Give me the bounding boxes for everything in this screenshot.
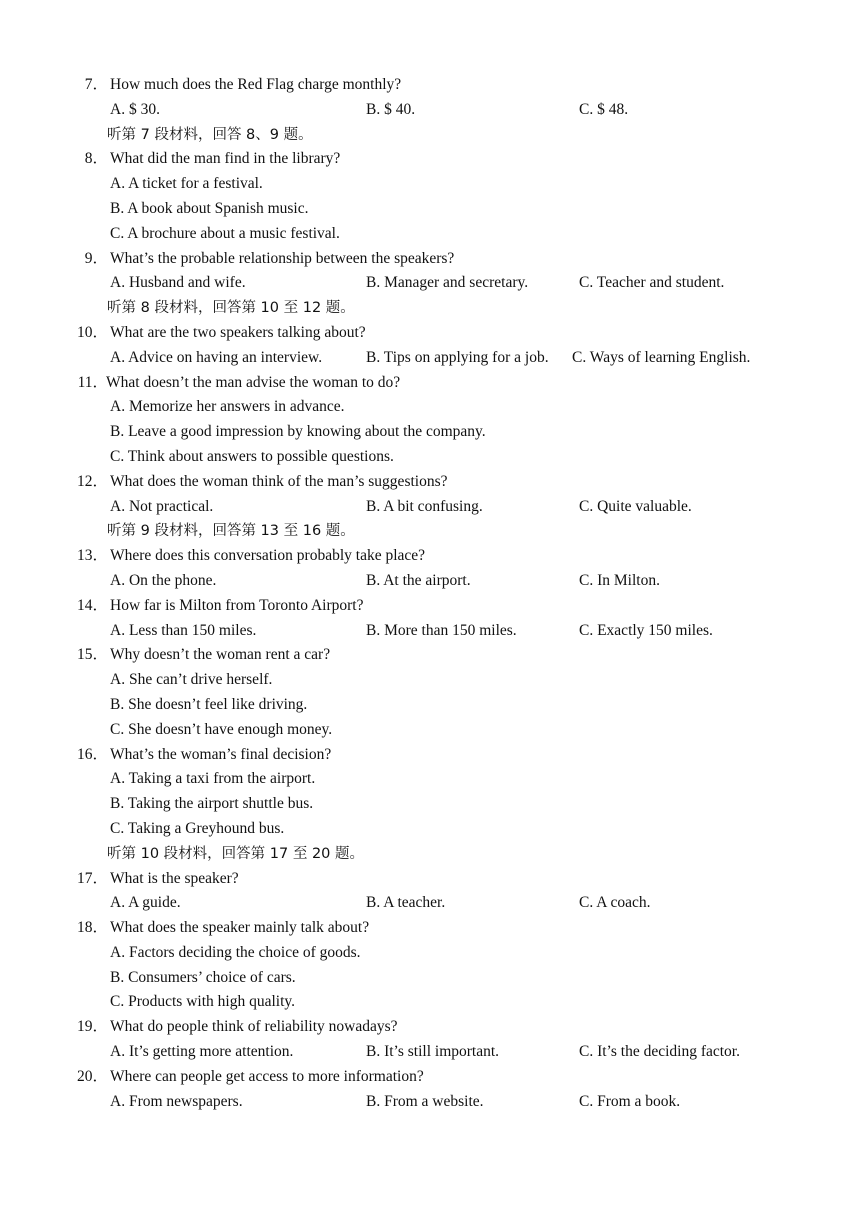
question-14 xyxy=(0,594,860,619)
options-row-20 xyxy=(0,1090,860,1115)
option-c: C. Quite valuable. xyxy=(579,497,692,515)
option-a: A. She can’t drive herself. xyxy=(110,671,273,689)
option-a: A. Husband and wife. xyxy=(110,274,246,292)
option-a: A. Less than 150 miles. xyxy=(110,621,257,639)
option-b: B. Tips on applying for a job. xyxy=(366,348,549,366)
option-c: C. A coach. xyxy=(579,894,651,912)
question-text: Where does this conversation probably take place? xyxy=(110,547,426,565)
options-row-14 xyxy=(0,619,860,644)
options-row-9 xyxy=(0,271,860,296)
question-text: What is the speaker? xyxy=(110,869,239,887)
question-text: What’s the probable relationship between the speakers? xyxy=(110,249,455,267)
question-number: 15． xyxy=(76,646,108,664)
question-15 xyxy=(0,643,860,668)
options-row-7 xyxy=(0,98,860,123)
options-row-13 xyxy=(0,569,860,594)
option-row xyxy=(0,445,860,470)
question-number: 10． xyxy=(76,323,108,341)
option-c: C. From a book. xyxy=(579,1092,681,1110)
question-text: What did the man find in the library? xyxy=(110,150,341,168)
option-row xyxy=(0,222,860,247)
option-a: A. $ 30. xyxy=(110,100,160,118)
question-12 xyxy=(0,470,860,495)
exam-page xyxy=(0,73,860,1114)
option-row xyxy=(0,990,860,1015)
question-number: 11． xyxy=(77,373,108,391)
question-text: How much does the Red Flag charge monthly? xyxy=(110,76,402,93)
option-c: C. Products with high quality. xyxy=(110,993,295,1011)
option-a: A. Advice on having an interview. xyxy=(110,348,323,366)
section-instruction: 听第 7 段材料，回答 8、9 题。 xyxy=(107,126,313,143)
option-a: A. Factors deciding the choice of goods. xyxy=(110,943,361,961)
option-b: B. Taking the airport shuttle bus. xyxy=(110,795,314,813)
section-instruction: 听第 9 段材料，回答第 13 至 16 题。 xyxy=(107,523,355,540)
question-number: 12． xyxy=(76,472,108,490)
option-a: A. On the phone. xyxy=(110,571,217,589)
option-a: A. Not practical. xyxy=(110,497,214,515)
section-heading-7 xyxy=(0,123,860,148)
option-a: A. A ticket for a festival. xyxy=(110,175,263,193)
question-text: What are the two speakers talking about? xyxy=(110,323,366,341)
question-text: What’s the woman’s final decision? xyxy=(110,745,332,763)
question-20 xyxy=(0,1065,860,1090)
options-row-19 xyxy=(0,1040,860,1065)
option-row xyxy=(0,197,860,222)
section-heading-8 xyxy=(0,296,860,321)
question-7 xyxy=(0,73,860,98)
option-c: C. Taking a Greyhound bus. xyxy=(110,819,285,837)
option-a: A. Taking a taxi from the airport. xyxy=(110,770,316,788)
question-text: Where can people get access to more information? xyxy=(110,1067,424,1085)
option-a: A. Memorize her answers in advance. xyxy=(110,398,345,416)
option-b: B. She doesn’t feel like driving. xyxy=(110,695,308,713)
option-a: A. A guide. xyxy=(110,894,181,912)
question-number: 8． xyxy=(84,150,108,168)
option-c: C. She doesn’t have enough money. xyxy=(110,720,333,738)
question-19 xyxy=(0,1015,860,1040)
option-c: C. It’s the deciding factor. xyxy=(579,1043,740,1061)
question-number: 7． xyxy=(84,76,108,93)
option-b: B. At the airport. xyxy=(366,571,471,589)
option-c: C. Exactly 150 miles. xyxy=(579,621,713,639)
section-instruction: 听第 8 段材料，回答第 10 至 12 题。 xyxy=(107,300,355,317)
option-b: B. A teacher. xyxy=(366,894,446,912)
option-c: C. Teacher and student. xyxy=(579,274,725,292)
option-a: A. It’s getting more attention. xyxy=(110,1043,294,1061)
option-b: B. A book about Spanish music. xyxy=(110,199,309,217)
question-10 xyxy=(0,321,860,346)
option-row xyxy=(0,817,860,842)
option-row xyxy=(0,420,860,445)
option-b: B. A bit confusing. xyxy=(366,497,483,515)
option-row xyxy=(0,395,860,420)
option-c: C. Think about answers to possible questions. xyxy=(110,447,394,465)
option-row xyxy=(0,792,860,817)
options-row-12 xyxy=(0,495,860,520)
question-number: 16． xyxy=(76,745,108,763)
options-row-17 xyxy=(0,891,860,916)
option-row xyxy=(0,172,860,197)
option-b: B. $ 40. xyxy=(366,100,416,118)
option-c: C. Ways of learning English. xyxy=(572,348,751,366)
option-b: B. Manager and secretary. xyxy=(366,274,529,292)
option-b: B. More than 150 miles. xyxy=(366,621,517,639)
question-text: How far is Milton from Toronto Airport? xyxy=(110,596,364,614)
question-number: 9． xyxy=(84,249,108,267)
option-b: B. It’s still important. xyxy=(366,1043,500,1061)
question-11 xyxy=(0,371,860,396)
option-row xyxy=(0,668,860,693)
option-b: B. From a website. xyxy=(366,1092,484,1110)
section-heading-9 xyxy=(0,519,860,544)
option-row xyxy=(0,941,860,966)
option-c: C. In Milton. xyxy=(579,571,660,589)
section-instruction: 听第 10 段材料，回答第 17 至 20 题。 xyxy=(107,845,365,862)
option-row xyxy=(0,718,860,743)
section-heading-10 xyxy=(0,842,860,867)
option-row xyxy=(0,693,860,718)
question-number: 14． xyxy=(76,596,108,614)
question-number: 19． xyxy=(76,1018,108,1036)
question-text: What do people think of reliability nowadays? xyxy=(110,1018,398,1036)
question-18 xyxy=(0,916,860,941)
question-17 xyxy=(0,867,860,892)
question-text: What does the woman think of the man’s suggestions? xyxy=(110,472,448,490)
question-text: Why doesn’t the woman rent a car? xyxy=(110,646,331,664)
question-number: 18． xyxy=(76,919,108,937)
question-number: 20． xyxy=(76,1067,108,1085)
question-16 xyxy=(0,743,860,768)
question-text: What does the speaker mainly talk about? xyxy=(110,919,370,937)
question-number: 13． xyxy=(76,547,108,565)
question-number: 17． xyxy=(76,869,108,887)
option-c: C. $ 48. xyxy=(579,100,629,118)
option-b: B. Leave a good impression by knowing about the company. xyxy=(110,423,486,441)
options-row-10 xyxy=(0,346,860,371)
option-c: C. A brochure about a music festival. xyxy=(110,224,340,242)
option-a: A. From newspapers. xyxy=(110,1092,243,1110)
question-9 xyxy=(0,247,860,272)
question-13 xyxy=(0,544,860,569)
question-8 xyxy=(0,147,860,172)
option-row xyxy=(0,966,860,991)
option-b: B. Consumers’ choice of cars. xyxy=(110,968,296,986)
question-text: What doesn’t the man advise the woman to do? xyxy=(106,373,401,391)
option-row xyxy=(0,767,860,792)
